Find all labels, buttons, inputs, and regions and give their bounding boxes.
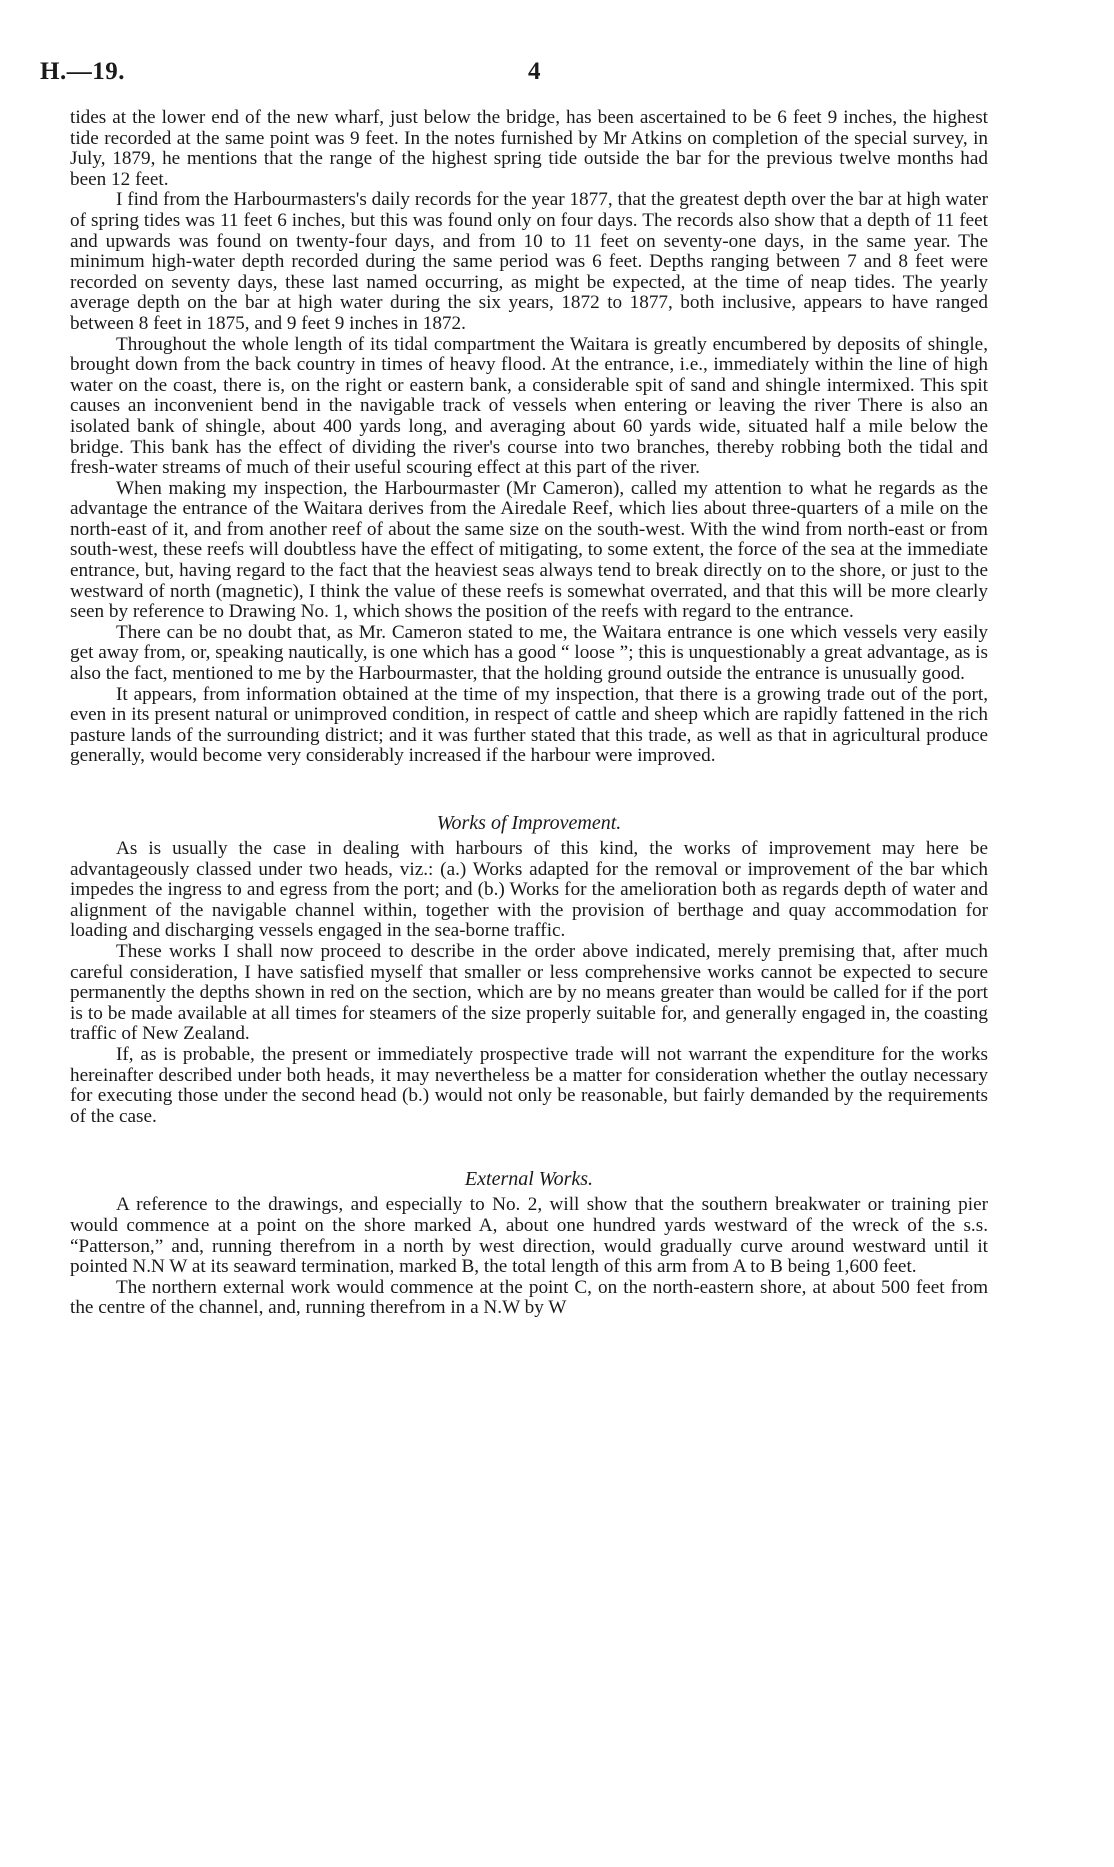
paragraph: Throughout the whole length of its tidal compartment the Waitara is greatly encumbered by deposits of shingle, brought down from the back country in times of heavy flood. At the entrance, i.e., immediately within the line of high water on the coast, there is, on the right or eastern bank, a considerable spit of sand and shingle intermixed. This spit causes an inconvenient bend in the navigable track of vessels when entering or leaving the river There is also an isolated bank of shingle, about 400 yards long, and averaging about 60 yards wide, situated half a mile below the bridge. This bank has the effect of dividing the river's course into two branches, thereby robbing both the tidal and fresh-water streams of much of their useful scouring effect at this part of the river. [70, 333, 988, 479]
section-heading-external-works: External Works. [464, 1168, 594, 1191]
document-id: H.—19. [40, 58, 125, 85]
paragraph: These works I shall now proceed to describe in the order above indicated, merely premising that, after much careful consideration, I have satisfied myself that smaller or less comprehensive works cannot be expected to secure permanently the depths shown in red on the section, which are by no means greater than would be called for if the port is to be made available at all times for steamers of the size properly suitable for, and generally engaged in, the coasting traffic of New Zealand. [70, 940, 988, 1045]
paragraph: There can be no doubt that, as Mr. Cameron stated to me, the Waitara entrance is one which vessels very easily get away from, or, speaking nautically, is one which has a good “ loose ”; this is unquestionably a great advantage, as is also the fact, mentioned to me by the Harbourmaster, that the holding ground outside the entrance is unusually good. [70, 621, 988, 685]
page-number: 4 [528, 58, 541, 85]
paragraph: If, as is probable, the present or immediately prospective trade will not warrant the expenditure for the works hereinafter described under both heads, it may nevertheless be a matter for consideration whether the outlay necessary for executing those under the second head (b.) would not only be reasonable, but fairly demanded by the requirements of the case. [70, 1043, 988, 1127]
page-header [40, 58, 1060, 92]
document-body [70, 108, 988, 1319]
paragraph: A reference to the drawings, and especially to No. 2, will show that the southern breakwater or training pier would commence at a point on the shore marked A, about one hundred yards westward of the wreck of the s.s. “Patterson,” and, running therefrom in a north by west direction, would gradually curve around westward until it pointed N.N W at its seaward termination, marked B, the total length of this arm from A to B being 1,600 feet. [70, 1194, 988, 1278]
paragraph: tides at the lower end of the new wharf, just below the bridge, has been ascertained to be 6 feet 9 inches, the highest tide recorded at the same point was 9 feet. In the notes furnished by Mr Atkins on completion of the special survey, in July, 1879, he mentions that the range of the highest spring tide outside the bar for the previous twelve months had been 12 feet. [70, 107, 988, 190]
paragraph: When making my inspection, the Harbourmaster (Mr Cameron), called my attention to what he regards as the advantage the entrance of the Waitara derives from the Airedale Reef, which lies about three-quarters of a mile on the north-east of it, and from another reef of about the same size on the south-west. With the wind from north-east or from south-west, these reefs will doubtless have the effect of mitigating, to some extent, the force of the sea at the immediate entrance, but, having regard to the fact that the heaviest seas always tend to break directly on to the shore, or just to the westward of north (magnetic), I think the value of these reefs is somewhat overrated, and that this will be more clearly seen by reference to Drawing No. 1, which shows the position of the reefs with regard to the entrance. [70, 477, 988, 623]
paragraph: I find from the Harbourmasters's daily records for the year 1877, that the greatest depth over the bar at high water of spring tides was 11 feet 6 inches, but this was found only on four days. The records also show that a depth of 11 feet and upwards was found on twenty-four days, and from 10 to 11 feet on seventy-one days, in the same year. The minimum high-water depth recorded during the same period was 6 feet. Depths ranging between 7 and 8 feet were recorded on seventy days, these last named occurring, as might be expected, at the time of neap tides. The yearly average depth on the bar at high water during the six years, 1872 to 1877, both inclusive, appears to have ranged between 8 feet in 1875, and 9 feet 9 inches in 1872. [70, 189, 988, 334]
paragraph: The northern external work would commence at the point C, on the north-eastern shore, at about 500 feet from the centre of the channel, and, running therefrom in a N.W by W [70, 1276, 988, 1319]
paragraph: As is usually the case in dealing with harbours of this kind, the works of improvement may here be advantageously classed under two heads, viz.: (a.) Works adapted for the removal or improvement of the bar which impedes the ingress to and egress from the port; and (b.) Works for the amelioration both as regards depth of water and alignment of the navigable channel within, together with the provision of berthage and quay accommodation for loading and discharging vessels engaged in the sea-borne traffic. [70, 838, 988, 942]
paragraph: It appears, from information obtained at the time of my inspection, that there is a growing trade out of the port, even in its present natural or unimproved condition, in respect of cattle and sheep which are rapidly fattened in the rich pasture lands of the surrounding district; and it was further stated that this trade, as well as that in agricultural produce generally, would become very considerably increased if the harbour were improved. [70, 683, 988, 767]
section-heading-works-of-improvement: Works of Improvement. [436, 812, 622, 834]
